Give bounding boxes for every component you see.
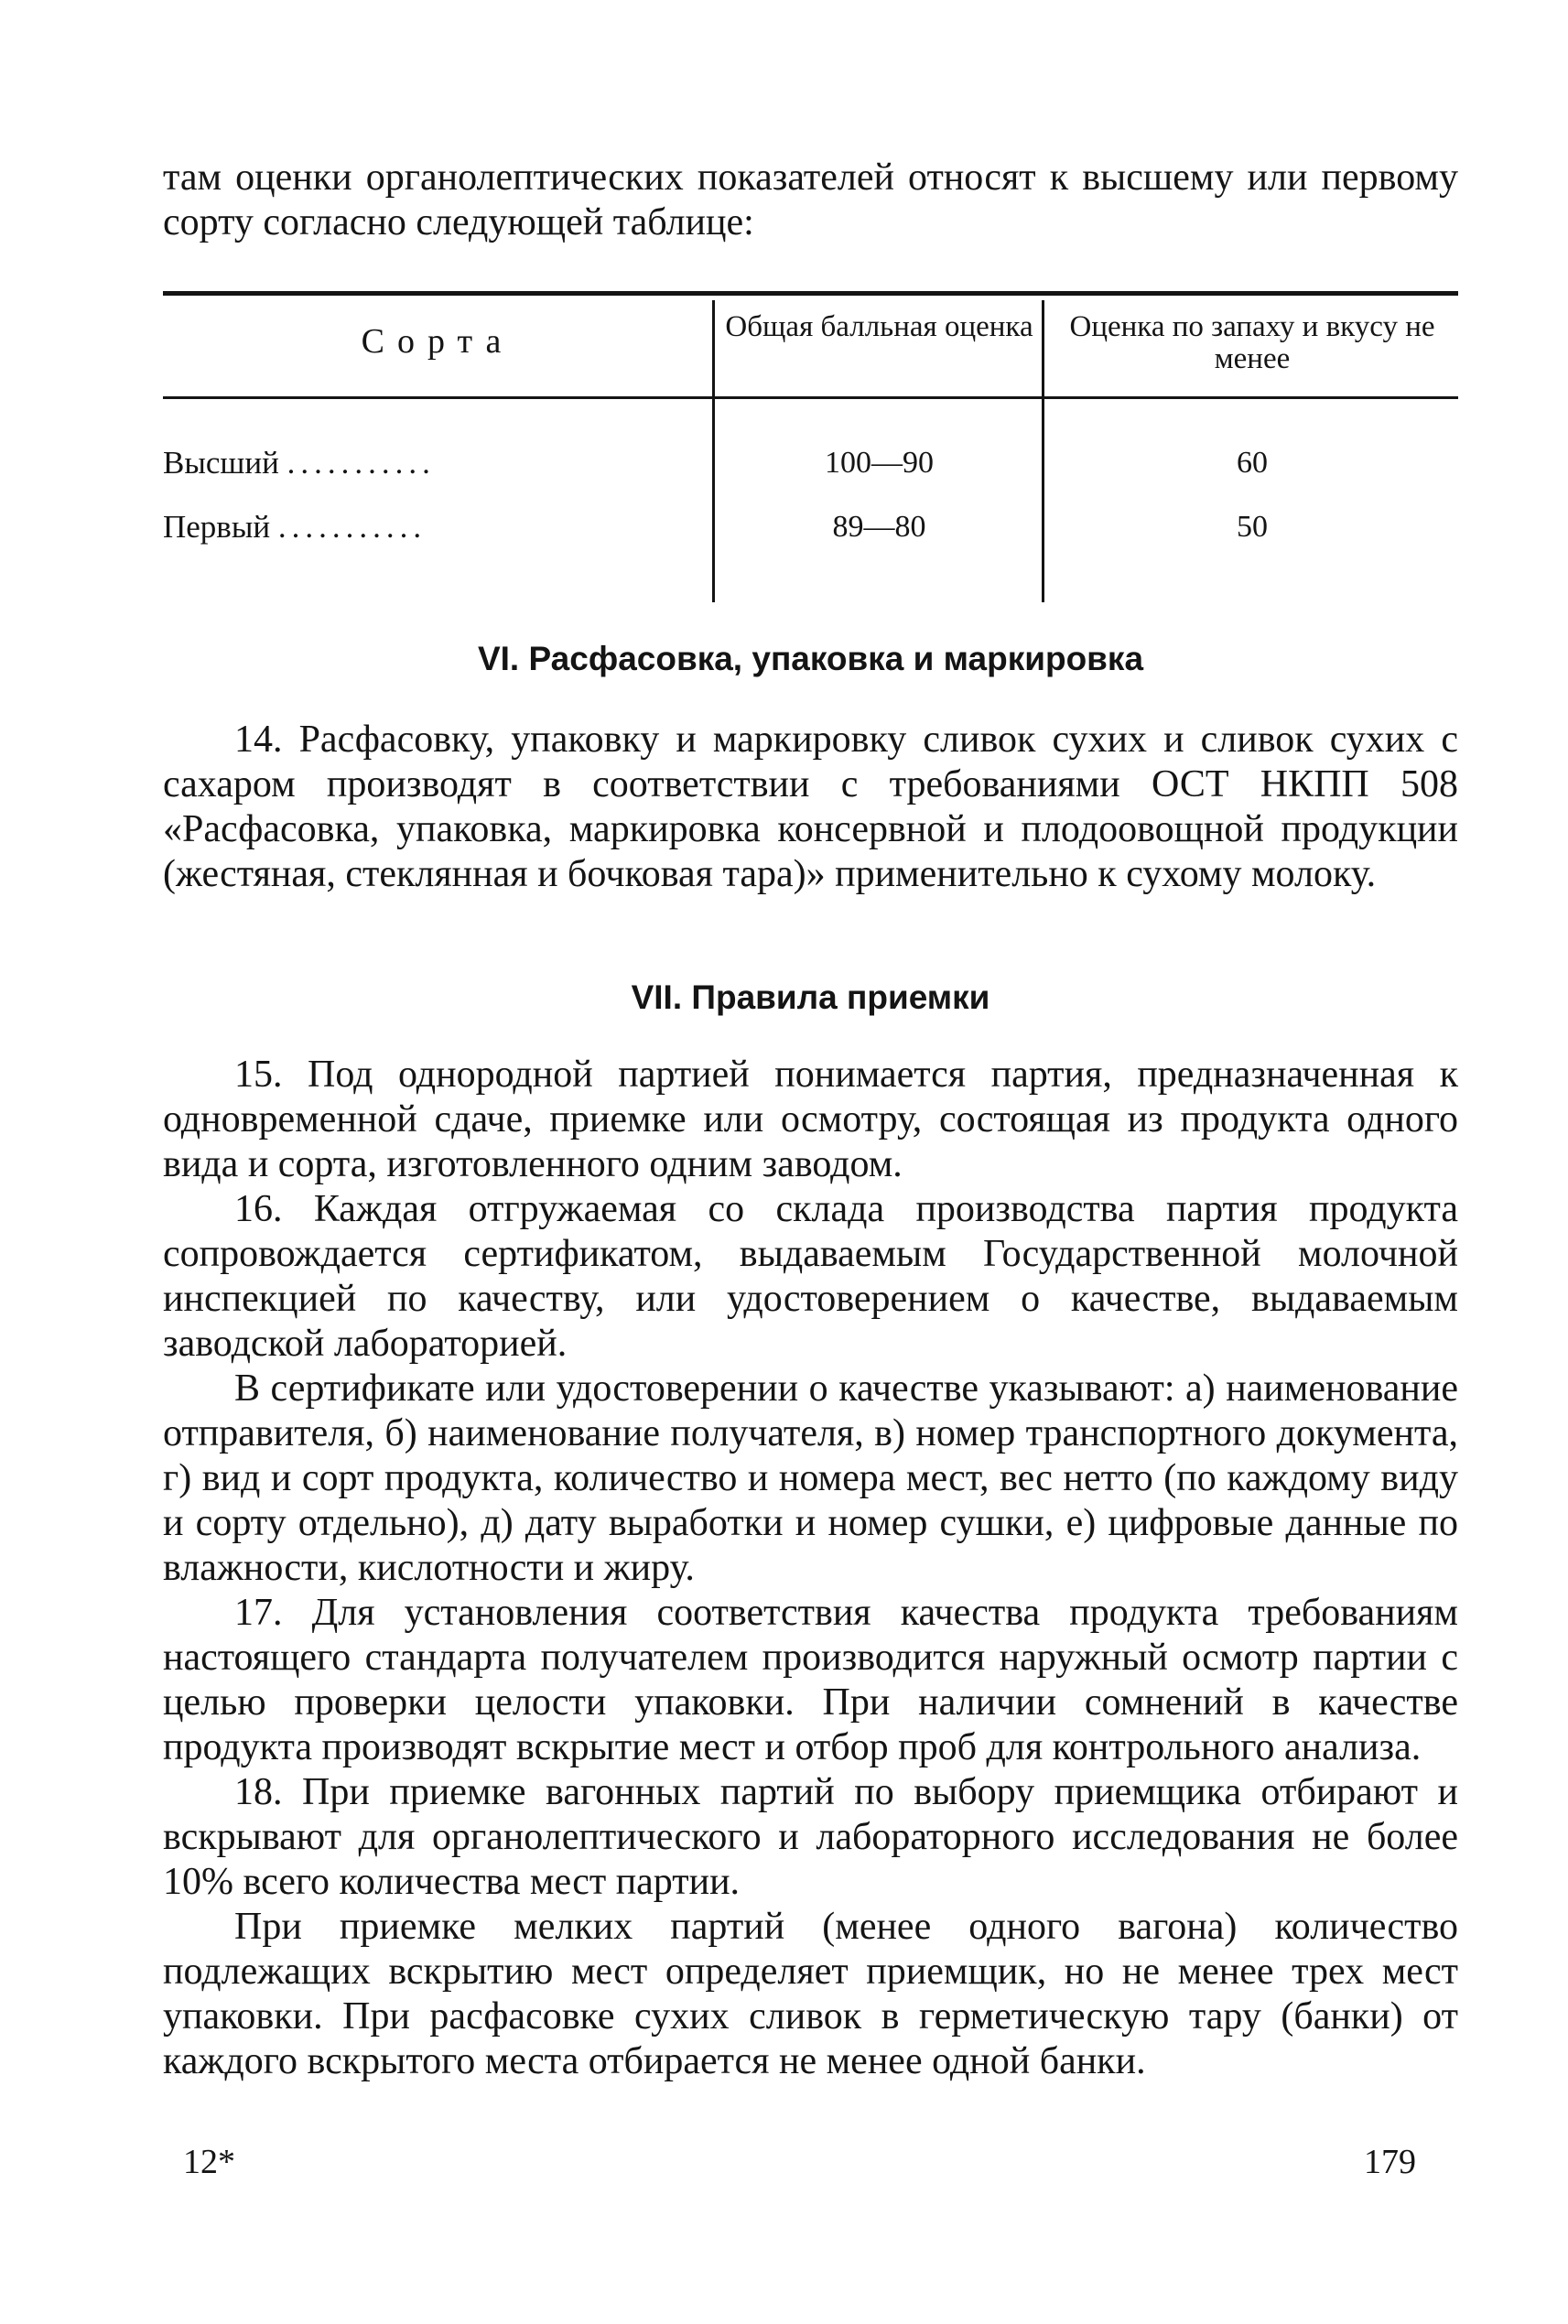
- section-6-title: VI. Расфасовка, упаковка и маркировка: [477, 640, 1144, 677]
- row-grade-label: Высший: [163, 445, 279, 481]
- paragraph-17: 17. Для установления соответствия качества продукта требованиям настоящего стандарта получателем производится наружный осмотр партии с целью проверки целости упаковки. При наличии сомнений в качестве продукта производят вскрытие мест и отбор проб для контрольного анализа.: [163, 1592, 1458, 1768]
- table-column-divider-2: [1042, 300, 1044, 602]
- header-total-score: Общая балльная оценка: [725, 310, 1033, 343]
- section-7-body: [163, 1053, 1458, 2084]
- paragraph-16: 16. Каждая отгружаемая со склада производства партия продукта сопровождается сертификатом, выдаваемым Государственной молочной инспекцией по качеству, или удостоверением о качестве, выдаваемым заводской лабораторией.: [163, 1188, 1458, 1365]
- signature-mark: 12*: [183, 2143, 235, 2181]
- intro-text: там оценки органолептических показателей относят к высшему или первому сорту согласно следующей таблице:: [163, 157, 1458, 243]
- row-leader-dots: ...........: [277, 509, 427, 545]
- grades-table: [163, 291, 1458, 602]
- intro-paragraph: [163, 156, 1458, 245]
- row-smell-taste: 60: [1237, 446, 1268, 480]
- table-row: [163, 445, 436, 481]
- section-6-body: [163, 718, 1458, 897]
- header-grades: Сорта: [361, 322, 514, 361]
- paragraph-16-details: В сертификате или удостоверении о качестве указывают: а) наименование отправителя, б) наименование получателя, в) номер транспортного документа, г) вид и сорт продукта, количество и номера мест, вес нетто (по каждому виду и сорту отдельно), д) дату выработки и номер сушки, е) цифровые данные по влажности, кислотности и жиру.: [163, 1367, 1458, 1589]
- section-7-title: VII. Правила приемки: [631, 978, 990, 1016]
- paragraph-18-details: При приемке мелких партий (менее одного вагона) количество подлежащих вскрытию мест определяет приемщик, но не менее трех мест упаковки. При расфасовке сухих сливок в герметическую тару (банки) от каждого вскрытого места отбирается не менее одной банки.: [163, 1906, 1458, 2082]
- row-grade-label: Первый: [163, 509, 271, 545]
- header-smell-taste: Оценка по запаху и вкусу не менее: [1069, 310, 1435, 375]
- paragraph-14: 14. Расфасовку, упаковку и маркировку сливок сухих и сливок сухих с сахаром производят в соответствии с требованиями ОСТ НКПП 508 «Расфасовка, упаковка, маркировка консервной и плодоовощной продукции (жестяная, стеклянная и бочковая тара)» применительно к сухому молоку.: [163, 719, 1458, 895]
- row-smell-taste: 50: [1237, 510, 1268, 544]
- table-column-divider-1: [712, 300, 715, 602]
- row-total-score: 89—80: [832, 510, 926, 544]
- row-leader-dots: ...........: [287, 445, 436, 481]
- table-header-rule: [163, 396, 1458, 399]
- table-top-rule: [163, 291, 1458, 296]
- paragraph-15: 15. Под однородной партией понимается партия, предназначенная к одновременной сдаче, приемке или осмотру, состоящая из продукта одного вида и сорта, изготовленного одним заводом.: [163, 1054, 1458, 1185]
- table-row: [163, 509, 427, 546]
- paragraph-18: 18. При приемке вагонных партий по выбору приемщика отбирают и вскрывают для органолептического и лабораторного исследования не более 10% всего количества мест партии.: [163, 1771, 1458, 1903]
- row-total-score: 100—90: [825, 446, 934, 480]
- page-number: 179: [1364, 2143, 1416, 2181]
